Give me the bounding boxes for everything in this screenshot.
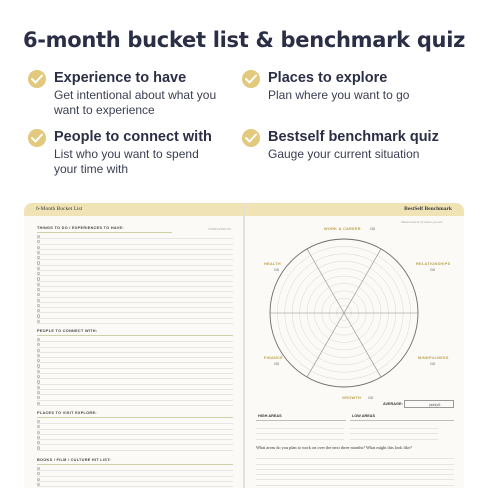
bullet-circle-icon [37,314,40,317]
planning-question: What areas do you plan to work on over the next three months? What might this look like? [256,445,412,450]
wheel-label-mindfulness: MINDFULNESS [418,356,449,360]
feature-title: Experience to have [54,70,187,86]
list-row [37,319,233,324]
wheel-score: /10 [274,268,279,272]
ruled-line [256,434,344,439]
feature-title: Places to explore [268,70,388,86]
check-icon [28,129,46,147]
bullet-circle-icon [37,293,40,296]
wheel-label-relationships: RELATIONSHIPS [416,262,451,266]
feature-title: People to connect with [54,129,212,145]
average-label: AVERAGE: [383,402,403,406]
bullet-circle-icon [37,349,40,352]
list-row [37,482,233,487]
bullet-circle-icon [37,354,40,357]
feature-desc: Plan where you want to go [268,88,410,102]
bullet-circle-icon [37,267,40,270]
list-rows [37,337,233,406]
bullet-circle-icon [37,467,40,470]
check-icon [242,129,260,147]
section-label: PLACES TO VISIT EXPLORE: [37,411,97,415]
wheel-spoke [307,249,344,313]
feature-desc: List who you want to spend your time with [54,147,199,176]
bullet-circle-icon [37,246,40,249]
bullet-circle-icon [37,425,40,428]
left-page-header: 6-Month Bucket List [36,206,83,212]
high-areas-label: HIGH AREAS [258,414,282,418]
ruled-line [256,480,454,485]
section-underline [37,232,172,233]
bullet-circle-icon [37,277,40,280]
bullet-circle-icon [37,338,40,341]
bullet-circle-icon [37,364,40,367]
list-rows [37,234,233,324]
bullet-circle-icon [37,256,40,259]
bullet-circle-icon [37,370,40,373]
low-areas-line [350,420,454,421]
bullet-circle-icon [37,261,40,264]
wheel-label-finance: FINANCE [264,356,283,360]
list-row [37,401,233,406]
ruled-line [350,434,438,439]
section-underline [37,335,233,336]
list-rows [37,419,233,451]
answer-rows [256,454,454,486]
average-score-box: (add)/6 [404,400,454,408]
feature-desc: Gauge your current situation [268,147,420,161]
bullet-circle-icon [37,283,40,286]
feature-benchmark [242,129,462,169]
bullet-circle-icon [37,304,40,307]
page-title: 6-month bucket list & benchmark quiz [22,28,466,52]
bullet-circle-icon [37,420,40,423]
wheel-label-growth: GROWTH [342,396,362,400]
wheel-spoke [307,313,344,377]
feature-experience [28,70,228,120]
bullet-circle-icon [37,380,40,383]
bullet-circle-icon [37,396,40,399]
wheel-label-health: HEALTH [264,262,281,266]
wheel-score: /10 [368,396,373,400]
wheel-score: /10 [430,362,435,366]
list-rows [37,466,233,487]
bullet-circle-icon [37,343,40,346]
section-label: THINGS TO DO / EXPERIENCES TO HAVE: [37,226,124,230]
feature-places [242,70,462,110]
bullet-circle-icon [37,320,40,323]
bullet-circle-icon [37,386,40,389]
section-underline [37,417,233,418]
right-page-header: BestSelf Benchmark [404,206,452,212]
high-areas-rows [256,424,344,440]
bullet-circle-icon [37,288,40,291]
bullet-circle-icon [37,272,40,275]
bullet-circle-icon [37,472,40,475]
right-page-subnote: Measurement of where you are [401,220,443,224]
feature-people [28,129,228,179]
bullet-circle-icon [37,240,40,243]
feature-desc: Get intentional about what you want to experience [54,88,217,117]
list-row [37,445,233,450]
bullet-circle-icon [37,441,40,444]
bullet-circle-icon [37,431,40,434]
bullet-circle-icon [37,478,40,481]
bullet-circle-icon [37,299,40,302]
bullet-circle-icon [37,483,40,486]
check-icon [28,70,46,88]
low-areas-rows [350,424,438,440]
wheel-spoke [344,313,381,377]
section-underline [37,464,233,465]
bullet-circle-icon [37,436,40,439]
check-icon [242,70,260,88]
benchmark-wheel [244,228,444,398]
bullet-circle-icon [37,391,40,394]
bullet-circle-icon [37,309,40,312]
wheel-spoke [344,249,381,313]
feature-title: Bestself benchmark quiz [268,129,439,145]
wheel-score: /10 [274,362,279,366]
bullet-circle-icon [37,251,40,254]
section-label: PEOPLE TO CONNECT WITH: [37,329,98,333]
low-areas-label: LOW AREAS [352,414,376,418]
bullet-circle-icon [37,375,40,378]
section-label: BOOKS / FILM / CULTURE HIT LIST: [37,458,111,462]
wheel-label-work: WORK & CAREER [324,227,361,231]
bullet-circle-icon [37,446,40,449]
high-areas-line [256,420,346,421]
bullet-circle-icon [37,359,40,362]
wheel-score: /10 [430,268,435,272]
completed-label: COMPLETED BY [208,227,232,231]
bullet-circle-icon [37,235,40,238]
bullet-circle-icon [37,402,40,405]
wheel-score: /10 [370,227,375,231]
